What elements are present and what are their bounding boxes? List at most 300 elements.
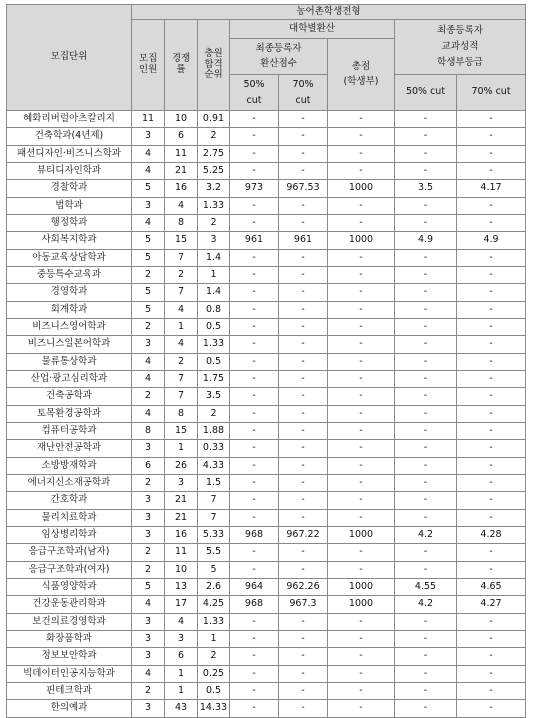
cell-unit: 물류통상학과 bbox=[7, 354, 132, 371]
cell-grade-cut50: - bbox=[395, 648, 457, 666]
cell-rank: 1.4 bbox=[198, 284, 230, 302]
cell-conv-cut70: - bbox=[279, 267, 328, 284]
cell-conv-cut50: 973 bbox=[230, 180, 279, 198]
cell-grade-cut50: - bbox=[395, 336, 457, 354]
cell-conv-cut50: - bbox=[230, 631, 279, 648]
table-row bbox=[7, 319, 526, 336]
cell-unit: 중등특수교육과 bbox=[7, 267, 132, 284]
table-row bbox=[7, 284, 526, 302]
cell-grade-cut70: - bbox=[457, 440, 526, 458]
cell-competition: 7 bbox=[165, 371, 198, 388]
cell-rank: 3.5 bbox=[198, 388, 230, 406]
cell-quota: 2 bbox=[132, 388, 165, 406]
cell-grade-cut70: - bbox=[457, 354, 526, 371]
cell-rank: 0.33 bbox=[198, 440, 230, 458]
cell-competition: 2 bbox=[165, 267, 198, 284]
cell-unit: 응급구조학과(남자) bbox=[7, 544, 132, 562]
cell-quota: 2 bbox=[132, 267, 165, 284]
cell-quota: 11 bbox=[132, 111, 165, 128]
cell-grade-cut70: - bbox=[457, 302, 526, 319]
cell-total: - bbox=[328, 683, 395, 700]
cell-conv-cut50: - bbox=[230, 215, 279, 232]
cell-competition: 11 bbox=[165, 544, 198, 562]
cell-quota: 4 bbox=[132, 146, 165, 163]
cell-total: - bbox=[328, 544, 395, 562]
table-row bbox=[7, 354, 526, 371]
cell-total: - bbox=[328, 388, 395, 406]
header-cut70-conv: 70% cut bbox=[279, 75, 328, 111]
cell-rank: 2 bbox=[198, 406, 230, 423]
header-final-conv: 최종등록자 환산점수 bbox=[230, 39, 328, 75]
cell-rank: 0.5 bbox=[198, 354, 230, 371]
header-cut70-grade: 70% cut bbox=[457, 75, 526, 111]
cell-total: 1000 bbox=[328, 527, 395, 544]
admission-results-document bbox=[6, 4, 526, 718]
table-row bbox=[7, 510, 526, 527]
cell-quota: 3 bbox=[132, 440, 165, 458]
cell-rank: 7 bbox=[198, 492, 230, 510]
cell-quota: 5 bbox=[132, 180, 165, 198]
cell-grade-cut70: 4.27 bbox=[457, 596, 526, 614]
cell-total: - bbox=[328, 492, 395, 510]
table-row bbox=[7, 614, 526, 631]
cell-conv-cut50: - bbox=[230, 458, 279, 475]
cell-conv-cut70: - bbox=[279, 458, 328, 475]
cell-rank: 0.25 bbox=[198, 666, 230, 683]
admission-results-table bbox=[6, 4, 526, 718]
cell-total: - bbox=[328, 250, 395, 267]
cell-grade-cut70: - bbox=[457, 683, 526, 700]
cell-grade-cut50: 4.2 bbox=[395, 596, 457, 614]
cell-competition: 7 bbox=[165, 388, 198, 406]
cell-unit: 산업·광고심리학과 bbox=[7, 371, 132, 388]
cell-grade-cut50: - bbox=[395, 562, 457, 579]
cell-grade-cut70: - bbox=[457, 267, 526, 284]
table-row bbox=[7, 180, 526, 198]
cell-quota: 5 bbox=[132, 232, 165, 250]
cell-rank: 2 bbox=[198, 648, 230, 666]
cell-quota: 3 bbox=[132, 631, 165, 648]
cell-unit: 식품영양학과 bbox=[7, 579, 132, 596]
cell-competition: 7 bbox=[165, 250, 198, 267]
cell-total: - bbox=[328, 614, 395, 631]
cell-conv-cut50: - bbox=[230, 700, 279, 718]
cell-rank: 2.75 bbox=[198, 146, 230, 163]
cell-grade-cut70: - bbox=[457, 458, 526, 475]
cell-unit: 한의예과 bbox=[7, 700, 132, 718]
cell-quota: 4 bbox=[132, 406, 165, 423]
cell-conv-cut50: - bbox=[230, 562, 279, 579]
cell-conv-cut50: - bbox=[230, 648, 279, 666]
cell-unit: 법학과 bbox=[7, 198, 132, 215]
cell-grade-cut70: - bbox=[457, 215, 526, 232]
cell-conv-cut50: - bbox=[230, 614, 279, 631]
cell-conv-cut50: 961 bbox=[230, 232, 279, 250]
cell-grade-cut70: - bbox=[457, 423, 526, 440]
cell-conv-cut50: - bbox=[230, 128, 279, 146]
cell-grade-cut50: - bbox=[395, 128, 457, 146]
cell-total: - bbox=[328, 302, 395, 319]
cell-conv-cut70: - bbox=[279, 302, 328, 319]
table-row bbox=[7, 492, 526, 510]
cell-competition: 6 bbox=[165, 128, 198, 146]
header-cut50-grade: 50% cut bbox=[395, 75, 457, 111]
cell-quota: 4 bbox=[132, 371, 165, 388]
cell-grade-cut70: - bbox=[457, 666, 526, 683]
cell-conv-cut70: - bbox=[279, 666, 328, 683]
table-row bbox=[7, 683, 526, 700]
cell-rank: 1.88 bbox=[198, 423, 230, 440]
cell-rank: 7 bbox=[198, 510, 230, 527]
cell-rank: 5 bbox=[198, 562, 230, 579]
header-grade: 최종등록자 교과성적 학생부등급 bbox=[395, 20, 526, 75]
cell-quota: 8 bbox=[132, 423, 165, 440]
cell-grade-cut50: - bbox=[395, 319, 457, 336]
table-row bbox=[7, 128, 526, 146]
table-row bbox=[7, 579, 526, 596]
cell-grade-cut70: - bbox=[457, 406, 526, 423]
cell-conv-cut50: - bbox=[230, 371, 279, 388]
cell-grade-cut70: - bbox=[457, 111, 526, 128]
cell-quota: 3 bbox=[132, 492, 165, 510]
cell-conv-cut70: - bbox=[279, 423, 328, 440]
cell-competition: 4 bbox=[165, 336, 198, 354]
cell-unit: 토목환경공학과 bbox=[7, 406, 132, 423]
cell-rank: 0.5 bbox=[198, 683, 230, 700]
cell-unit: 건축공학과 bbox=[7, 388, 132, 406]
cell-conv-cut70: - bbox=[279, 198, 328, 215]
cell-quota: 3 bbox=[132, 614, 165, 631]
cell-competition: 6 bbox=[165, 648, 198, 666]
cell-conv-cut50: - bbox=[230, 163, 279, 180]
table-row bbox=[7, 146, 526, 163]
cell-grade-cut70: 4.17 bbox=[457, 180, 526, 198]
cell-unit: 임상병리학과 bbox=[7, 527, 132, 544]
cell-competition: 16 bbox=[165, 180, 198, 198]
cell-rank: 5.25 bbox=[198, 163, 230, 180]
cell-unit: 물리치료학과 bbox=[7, 510, 132, 527]
cell-conv-cut50: 964 bbox=[230, 579, 279, 596]
cell-quota: 4 bbox=[132, 215, 165, 232]
cell-grade-cut50: - bbox=[395, 215, 457, 232]
cell-grade-cut70: 4.28 bbox=[457, 527, 526, 544]
cell-grade-cut50: - bbox=[395, 388, 457, 406]
table-row bbox=[7, 215, 526, 232]
cell-rank: 1 bbox=[198, 631, 230, 648]
cell-conv-cut70: - bbox=[279, 215, 328, 232]
cell-quota: 2 bbox=[132, 683, 165, 700]
cell-grade-cut70: - bbox=[457, 614, 526, 631]
cell-total: 1000 bbox=[328, 232, 395, 250]
cell-competition: 13 bbox=[165, 579, 198, 596]
cell-quota: 2 bbox=[132, 475, 165, 492]
table-row bbox=[7, 232, 526, 250]
cell-unit: 비즈니스일본어학과 bbox=[7, 336, 132, 354]
table-row bbox=[7, 544, 526, 562]
cell-grade-cut50: - bbox=[395, 700, 457, 718]
cell-unit: 아동교육상담학과 bbox=[7, 250, 132, 267]
table-row bbox=[7, 198, 526, 215]
cell-total: - bbox=[328, 163, 395, 180]
cell-conv-cut50: - bbox=[230, 302, 279, 319]
cell-conv-cut50: 968 bbox=[230, 596, 279, 614]
cell-rank: 4.33 bbox=[198, 458, 230, 475]
cell-conv-cut50: - bbox=[230, 544, 279, 562]
cell-grade-cut50: - bbox=[395, 544, 457, 562]
table-row bbox=[7, 111, 526, 128]
cell-rank: 2 bbox=[198, 215, 230, 232]
cell-quota: 4 bbox=[132, 596, 165, 614]
cell-grade-cut50: 3.5 bbox=[395, 180, 457, 198]
cell-competition: 1 bbox=[165, 440, 198, 458]
cell-unit: 사회복지학과 bbox=[7, 232, 132, 250]
cell-rank: 1.4 bbox=[198, 250, 230, 267]
cell-conv-cut70: 961 bbox=[279, 232, 328, 250]
cell-conv-cut50: - bbox=[230, 198, 279, 215]
cell-conv-cut70: - bbox=[279, 128, 328, 146]
cell-quota: 3 bbox=[132, 336, 165, 354]
cell-competition: 11 bbox=[165, 146, 198, 163]
cell-quota: 3 bbox=[132, 510, 165, 527]
cell-competition: 8 bbox=[165, 215, 198, 232]
cell-grade-cut70: - bbox=[457, 562, 526, 579]
cell-grade-cut70: - bbox=[457, 250, 526, 267]
cell-unit: 비즈니스영어학과 bbox=[7, 319, 132, 336]
cell-conv-cut70: - bbox=[279, 510, 328, 527]
cell-conv-cut70: - bbox=[279, 146, 328, 163]
cell-total: - bbox=[328, 700, 395, 718]
cell-grade-cut50: - bbox=[395, 371, 457, 388]
cell-grade-cut70: - bbox=[457, 163, 526, 180]
cell-rank: 1 bbox=[198, 267, 230, 284]
cell-rank: 1.33 bbox=[198, 336, 230, 354]
table-row bbox=[7, 406, 526, 423]
cell-grade-cut50: - bbox=[395, 267, 457, 284]
cell-unit: 패션디자인·비즈니스학과 bbox=[7, 146, 132, 163]
cell-grade-cut50: - bbox=[395, 284, 457, 302]
cell-rank: 5.33 bbox=[198, 527, 230, 544]
cell-grade-cut50: - bbox=[395, 354, 457, 371]
cell-quota: 5 bbox=[132, 250, 165, 267]
cell-quota: 3 bbox=[132, 648, 165, 666]
cell-competition: 15 bbox=[165, 423, 198, 440]
cell-conv-cut70: - bbox=[279, 492, 328, 510]
cell-unit: 간호학과 bbox=[7, 492, 132, 510]
cell-grade-cut50: - bbox=[395, 406, 457, 423]
cell-conv-cut50: 968 bbox=[230, 527, 279, 544]
cell-quota: 5 bbox=[132, 284, 165, 302]
cell-rank: 3 bbox=[198, 232, 230, 250]
cell-competition: 4 bbox=[165, 198, 198, 215]
cell-conv-cut70: 967.3 bbox=[279, 596, 328, 614]
cell-total: - bbox=[328, 562, 395, 579]
cell-total: - bbox=[328, 198, 395, 215]
cell-conv-cut50: - bbox=[230, 492, 279, 510]
cell-competition: 43 bbox=[165, 700, 198, 718]
cell-quota: 2 bbox=[132, 562, 165, 579]
cell-conv-cut50: - bbox=[230, 406, 279, 423]
header-cut50-conv: 50% cut bbox=[230, 75, 279, 111]
cell-quota: 2 bbox=[132, 544, 165, 562]
cell-quota: 4 bbox=[132, 354, 165, 371]
cell-total: - bbox=[328, 458, 395, 475]
cell-total: - bbox=[328, 423, 395, 440]
cell-conv-cut50: - bbox=[230, 250, 279, 267]
cell-conv-cut70: - bbox=[279, 648, 328, 666]
table-row bbox=[7, 631, 526, 648]
cell-quota: 5 bbox=[132, 302, 165, 319]
table-row bbox=[7, 388, 526, 406]
cell-total: - bbox=[328, 440, 395, 458]
cell-total: - bbox=[328, 319, 395, 336]
cell-rank: 5.5 bbox=[198, 544, 230, 562]
cell-total: 1000 bbox=[328, 180, 395, 198]
cell-competition: 1 bbox=[165, 319, 198, 336]
cell-competition: 4 bbox=[165, 614, 198, 631]
cell-conv-cut70: - bbox=[279, 319, 328, 336]
cell-conv-cut50: - bbox=[230, 666, 279, 683]
cell-rank: 4.25 bbox=[198, 596, 230, 614]
cell-grade-cut70: 4.65 bbox=[457, 579, 526, 596]
cell-grade-cut70: 4.9 bbox=[457, 232, 526, 250]
cell-conv-cut70: 962.26 bbox=[279, 579, 328, 596]
cell-grade-cut50: - bbox=[395, 631, 457, 648]
cell-unit: 정보보안학과 bbox=[7, 648, 132, 666]
cell-competition: 21 bbox=[165, 510, 198, 527]
cell-quota: 6 bbox=[132, 458, 165, 475]
header-quota: 모집 인원 bbox=[132, 20, 165, 111]
cell-grade-cut70: - bbox=[457, 544, 526, 562]
cell-unit: 응급구조학과(여자) bbox=[7, 562, 132, 579]
cell-conv-cut50: - bbox=[230, 336, 279, 354]
cell-total: - bbox=[328, 510, 395, 527]
table-row bbox=[7, 423, 526, 440]
cell-conv-cut50: - bbox=[230, 475, 279, 492]
cell-conv-cut70: - bbox=[279, 163, 328, 180]
cell-conv-cut70: - bbox=[279, 111, 328, 128]
cell-grade-cut50: - bbox=[395, 198, 457, 215]
cell-quota: 5 bbox=[132, 579, 165, 596]
table-row bbox=[7, 596, 526, 614]
cell-rank: 0.8 bbox=[198, 302, 230, 319]
cell-conv-cut50: - bbox=[230, 683, 279, 700]
cell-total: - bbox=[328, 128, 395, 146]
cell-total: - bbox=[328, 371, 395, 388]
table-row bbox=[7, 458, 526, 475]
cell-grade-cut70: - bbox=[457, 319, 526, 336]
table-row bbox=[7, 336, 526, 354]
cell-competition: 3 bbox=[165, 631, 198, 648]
cell-total: - bbox=[328, 666, 395, 683]
cell-conv-cut50: - bbox=[230, 319, 279, 336]
cell-competition: 17 bbox=[165, 596, 198, 614]
cell-competition: 8 bbox=[165, 406, 198, 423]
cell-competition: 2 bbox=[165, 354, 198, 371]
cell-competition: 21 bbox=[165, 163, 198, 180]
cell-grade-cut70: - bbox=[457, 648, 526, 666]
cell-conv-cut70: 967.22 bbox=[279, 527, 328, 544]
cell-grade-cut70: - bbox=[457, 492, 526, 510]
cell-rank: 1.75 bbox=[198, 371, 230, 388]
cell-total: - bbox=[328, 215, 395, 232]
cell-conv-cut70: - bbox=[279, 614, 328, 631]
cell-conv-cut70: - bbox=[279, 440, 328, 458]
cell-rank: 0.5 bbox=[198, 319, 230, 336]
cell-unit: 경영학과 bbox=[7, 284, 132, 302]
cell-total: 1000 bbox=[328, 596, 395, 614]
header-competition: 경쟁 률 bbox=[165, 20, 198, 111]
cell-grade-cut70: - bbox=[457, 128, 526, 146]
cell-total: - bbox=[328, 111, 395, 128]
cell-conv-cut70: - bbox=[279, 284, 328, 302]
cell-total: - bbox=[328, 267, 395, 284]
cell-grade-cut50: - bbox=[395, 163, 457, 180]
cell-competition: 1 bbox=[165, 666, 198, 683]
cell-quota: 3 bbox=[132, 700, 165, 718]
cell-unit: 핀테크학과 bbox=[7, 683, 132, 700]
cell-conv-cut70: - bbox=[279, 388, 328, 406]
cell-conv-cut70: - bbox=[279, 700, 328, 718]
cell-conv-cut70: - bbox=[279, 475, 328, 492]
cell-conv-cut50: - bbox=[230, 284, 279, 302]
cell-grade-cut50: - bbox=[395, 475, 457, 492]
cell-grade-cut50: - bbox=[395, 111, 457, 128]
cell-quota: 3 bbox=[132, 527, 165, 544]
cell-conv-cut70: - bbox=[279, 544, 328, 562]
cell-grade-cut50: - bbox=[395, 666, 457, 683]
cell-conv-cut70: 967.53 bbox=[279, 180, 328, 198]
cell-conv-cut50: - bbox=[230, 111, 279, 128]
cell-grade-cut50: - bbox=[395, 458, 457, 475]
cell-rank: 1.5 bbox=[198, 475, 230, 492]
table-row bbox=[7, 250, 526, 267]
cell-conv-cut50: - bbox=[230, 510, 279, 527]
cell-quota: 2 bbox=[132, 319, 165, 336]
cell-unit: 건강운동관리학과 bbox=[7, 596, 132, 614]
table-row bbox=[7, 666, 526, 683]
cell-total: - bbox=[328, 406, 395, 423]
cell-quota: 4 bbox=[132, 163, 165, 180]
cell-conv-cut70: - bbox=[279, 406, 328, 423]
table-row bbox=[7, 440, 526, 458]
cell-grade-cut50: - bbox=[395, 302, 457, 319]
cell-quota: 3 bbox=[132, 128, 165, 146]
cell-grade-cut70: - bbox=[457, 284, 526, 302]
cell-conv-cut50: - bbox=[230, 354, 279, 371]
table-row bbox=[7, 527, 526, 544]
table-row bbox=[7, 700, 526, 718]
cell-grade-cut50: 4.2 bbox=[395, 527, 457, 544]
cell-unit: 건축학과(4년제) bbox=[7, 128, 132, 146]
table-row bbox=[7, 475, 526, 492]
header-total: 총점 (학생부) bbox=[328, 39, 395, 111]
cell-rank: 1.33 bbox=[198, 198, 230, 215]
cell-conv-cut50: - bbox=[230, 146, 279, 163]
cell-rank: 2.6 bbox=[198, 579, 230, 596]
cell-grade-cut70: - bbox=[457, 336, 526, 354]
cell-grade-cut50: - bbox=[395, 146, 457, 163]
cell-competition: 3 bbox=[165, 475, 198, 492]
cell-grade-cut50: - bbox=[395, 492, 457, 510]
cell-grade-cut70: - bbox=[457, 475, 526, 492]
cell-total: - bbox=[328, 146, 395, 163]
cell-rank: 14.33 bbox=[198, 700, 230, 718]
cell-rank: 2 bbox=[198, 128, 230, 146]
cell-rank: 1.33 bbox=[198, 614, 230, 631]
cell-grade-cut70: - bbox=[457, 631, 526, 648]
cell-conv-cut70: - bbox=[279, 336, 328, 354]
header-univ-conv: 대학별환산 bbox=[230, 20, 395, 39]
